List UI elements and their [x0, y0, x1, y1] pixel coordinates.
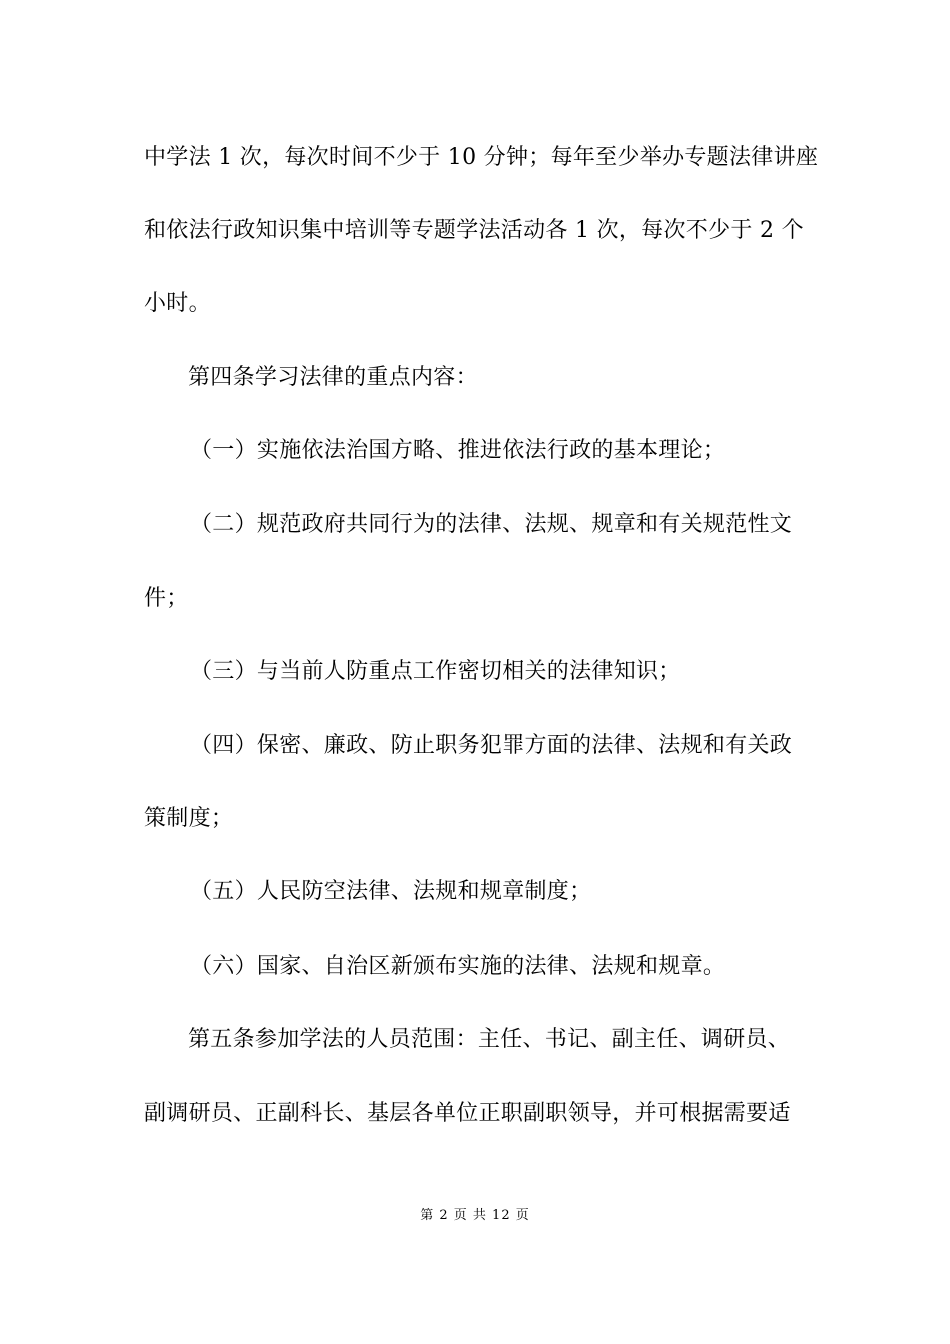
- list-item-continuation: 策制度；: [144, 806, 234, 831]
- list-item: （二）规范政府共同行为的法律、法规、规章和有关规范性文: [190, 512, 793, 537]
- article-heading: 第五条参加学法的人员范围：主任、书记、副主任、调研员、: [188, 1027, 791, 1052]
- list-item: （五）人民防空法律、法规和规章制度；: [190, 879, 592, 904]
- list-item: （三）与当前人防重点工作密切相关的法律知识；: [190, 659, 681, 684]
- list-item: （一）实施依法治国方略、推进依法行政的基本理论；: [190, 438, 726, 463]
- paragraph-line: 和依法行政知识集中培训等专题学法活动各 1 次，每次不少于 2 个: [144, 218, 804, 243]
- paragraph-line: 中学法 1 次，每次时间不少于 10 分钟；每年至少举办专题法律讲座: [144, 145, 819, 170]
- list-item: （四）保密、廉政、防止职务犯罪方面的法律、法规和有关政: [190, 733, 793, 758]
- paragraph-line: 小时。: [144, 291, 211, 316]
- list-item-continuation: 件；: [144, 586, 189, 611]
- article-heading: 第四条学习法律的重点内容：: [188, 365, 478, 390]
- list-item: （六）国家、自治区新颁布实施的法律、法规和规章。: [190, 954, 726, 979]
- paragraph-line: 副调研员、正副科长、基层各单位正职副职领导，并可根据需要适: [144, 1101, 791, 1126]
- page-footer: 第 2 页 共 12 页: [420, 1208, 530, 1223]
